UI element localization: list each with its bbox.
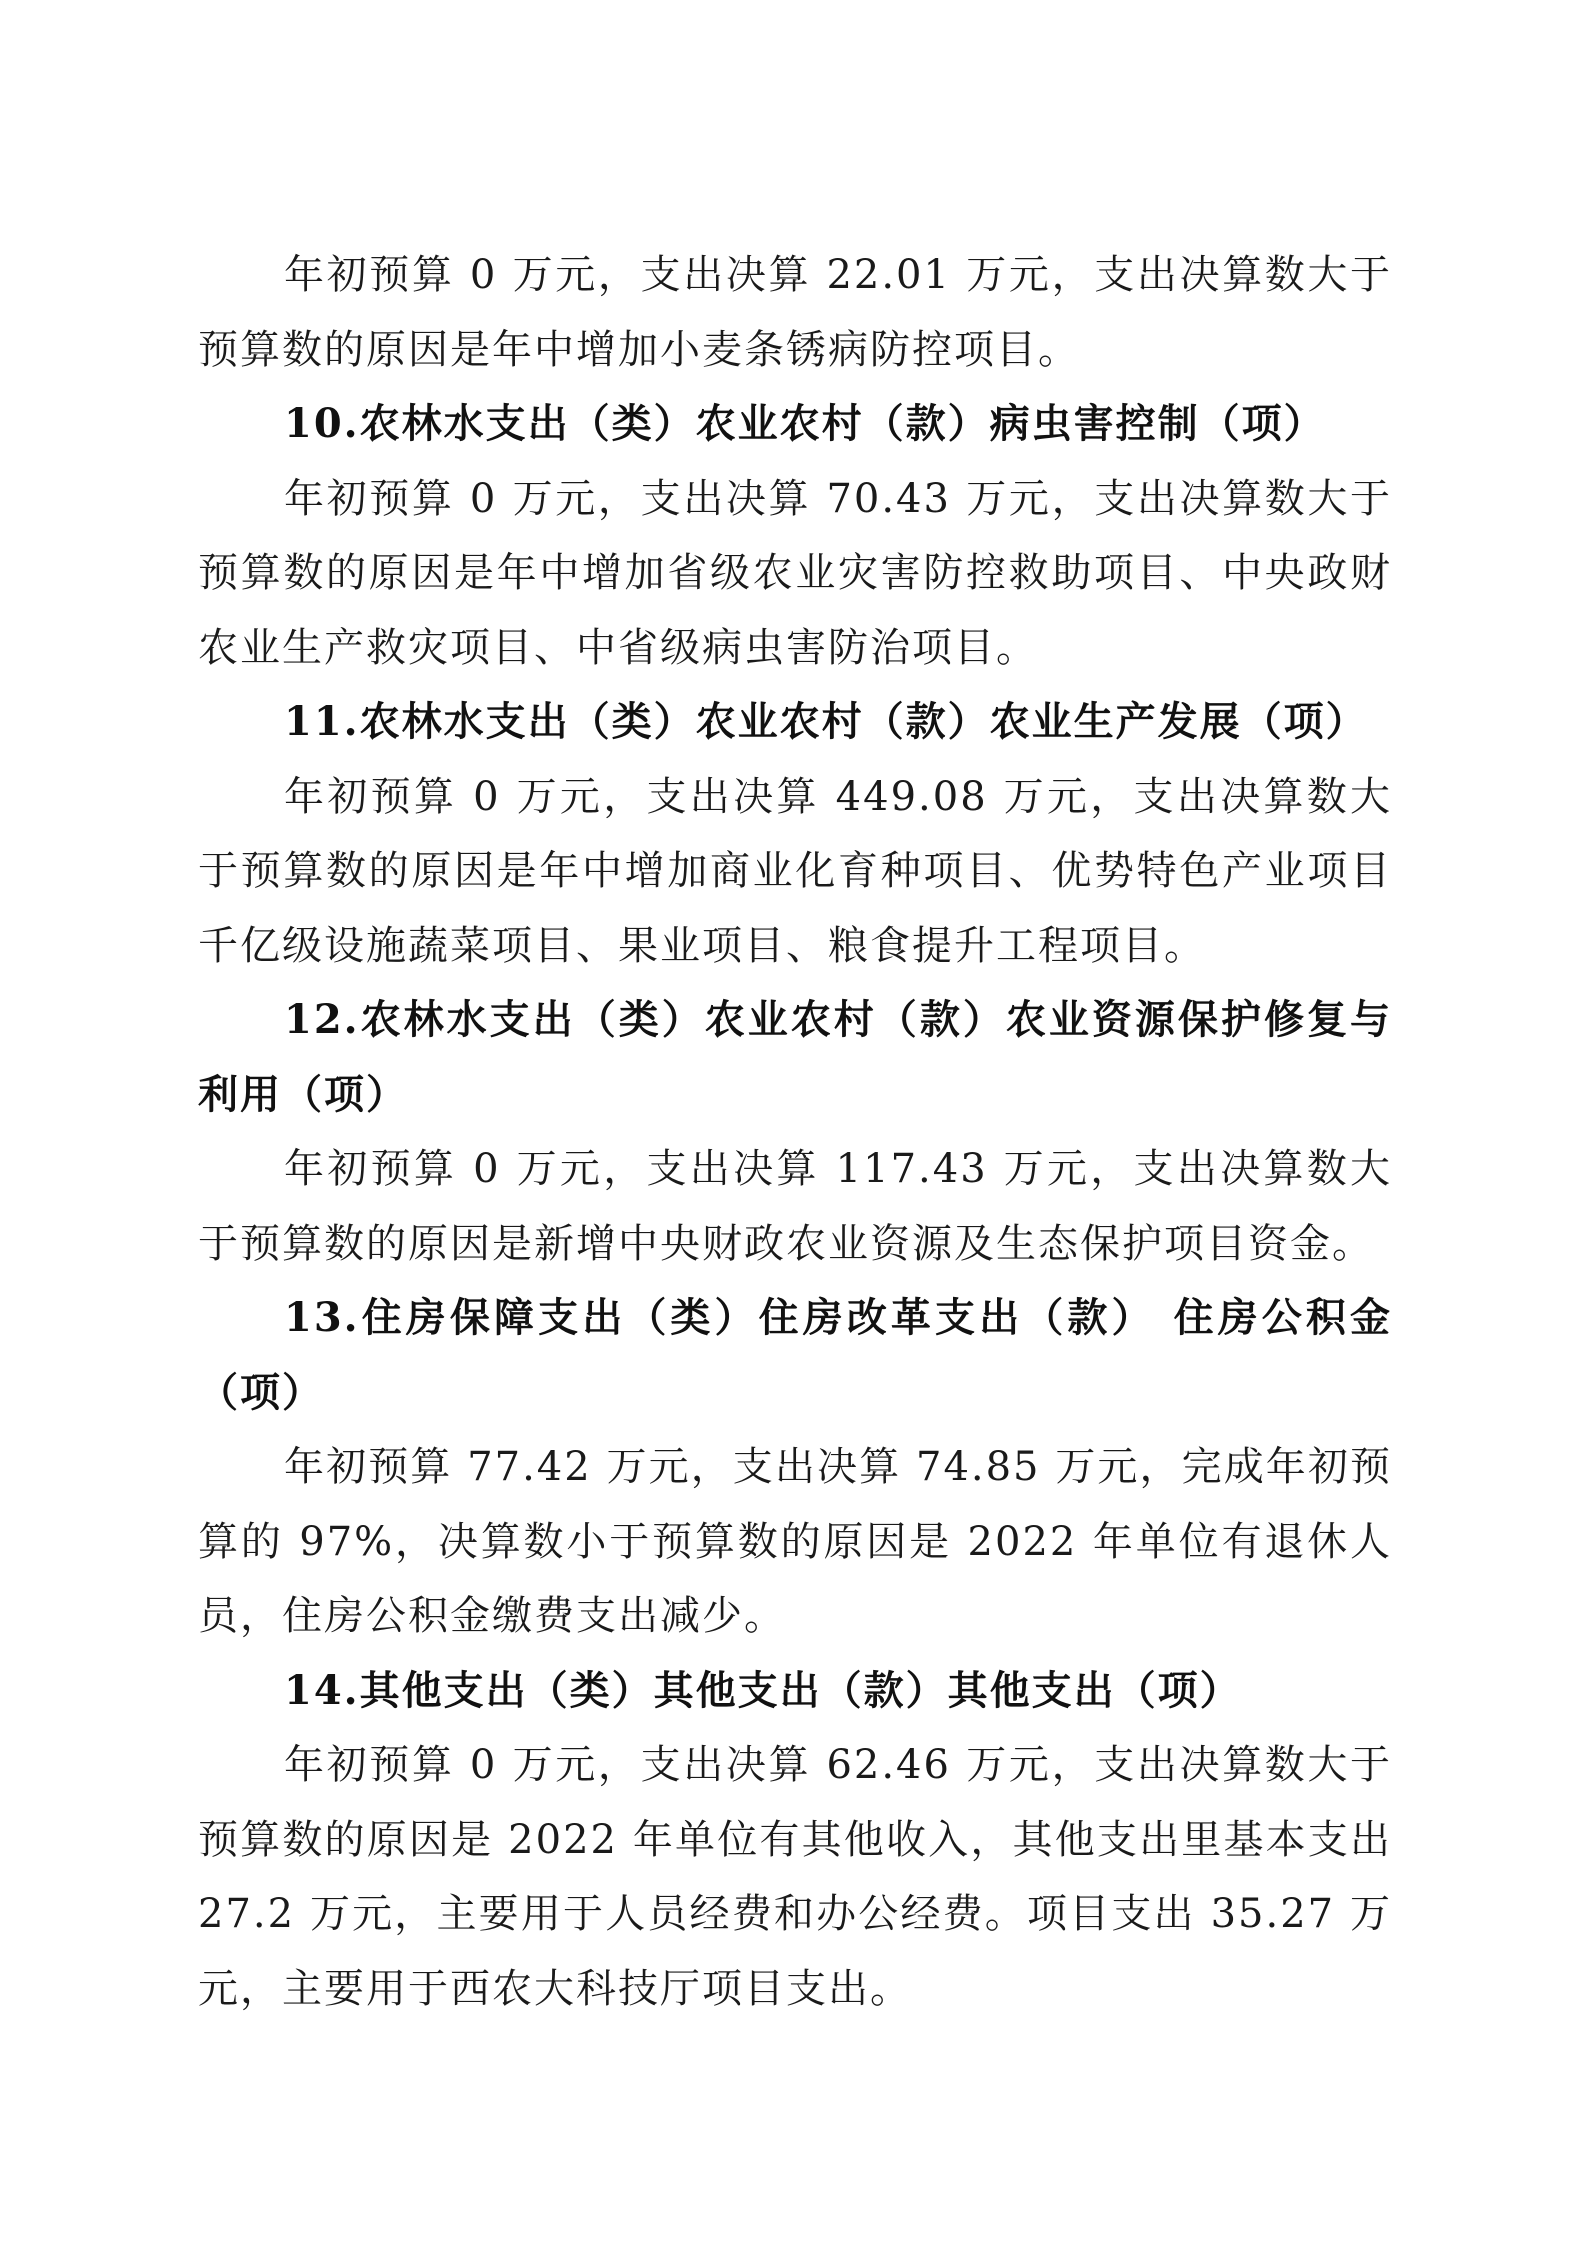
paragraph-other-expenditure-budget: 年初预算 0 万元，支出决算 62.46 万元，支出决算数大于预算数的原因是 2022 年单位有其他收入，其他支出里基本支出 27.2 万元，主要用于人员经费和办公经费。项目支出 35.27 万元，主要用于西农大科技厅项目支出。 [198,1742,1392,2012]
paragraph-wheat-rust-budget: 年初预算 0 万元，支出决算 22.01 万元，支出决算数大于预算数的原因是年中增加小麦条锈病防控项目。 [198,252,1392,373]
heading-agricultural-production: 11.农林水支出（类）农业农村（款）农业生产发展（项） [284,698,1368,745]
paragraph-pest-control-budget: 年初预算 0 万元，支出决算 70.43 万元，支出决算数大于预算数的原因是年中增加省级农业灾害防控救助项目、中央政财农业生产救灾项目、中省级病虫害防治项目。 [198,475,1392,671]
heading-other-expenditure: 14.其他支出（类）其他支出（款）其他支出（项） [284,1666,1242,1714]
paragraph-agricultural-resources-budget: 年初预算 0 万元，支出决算 117.43 万元，支出决算数大于预算数的原因是新增中央财政农业资源及生态保护项目资金。 [198,1146,1392,1267]
heading-agricultural-resources: 12.农林水支出（类）农业农村（款）农业资源保护修复与利用（项） [198,996,1392,1118]
heading-housing-fund: 13.住房保障支出（类）住房改革支出（款） 住房公积金（项） [198,1294,1392,1416]
document-body [198,238,1392,2026]
heading-pest-control: 10.农林水支出（类）农业农村（款）病虫害控制（项） [284,400,1326,447]
paragraph-agricultural-production-budget: 年初预算 0 万元，支出决算 449.08 万元，支出决算数大于预算数的原因是年中增加商业化育种项目、优势特色产业项目千亿级设施蔬菜项目、果业项目、粮食提升工程项目。 [198,773,1392,969]
paragraph-housing-fund-budget: 年初预算 77.42 万元，支出决算 74.85 万元，完成年初预算的 97%，决算数小于预算数的原因是 2022 年单位有退休人员，住房公积金缴费支出减少。 [198,1444,1392,1639]
